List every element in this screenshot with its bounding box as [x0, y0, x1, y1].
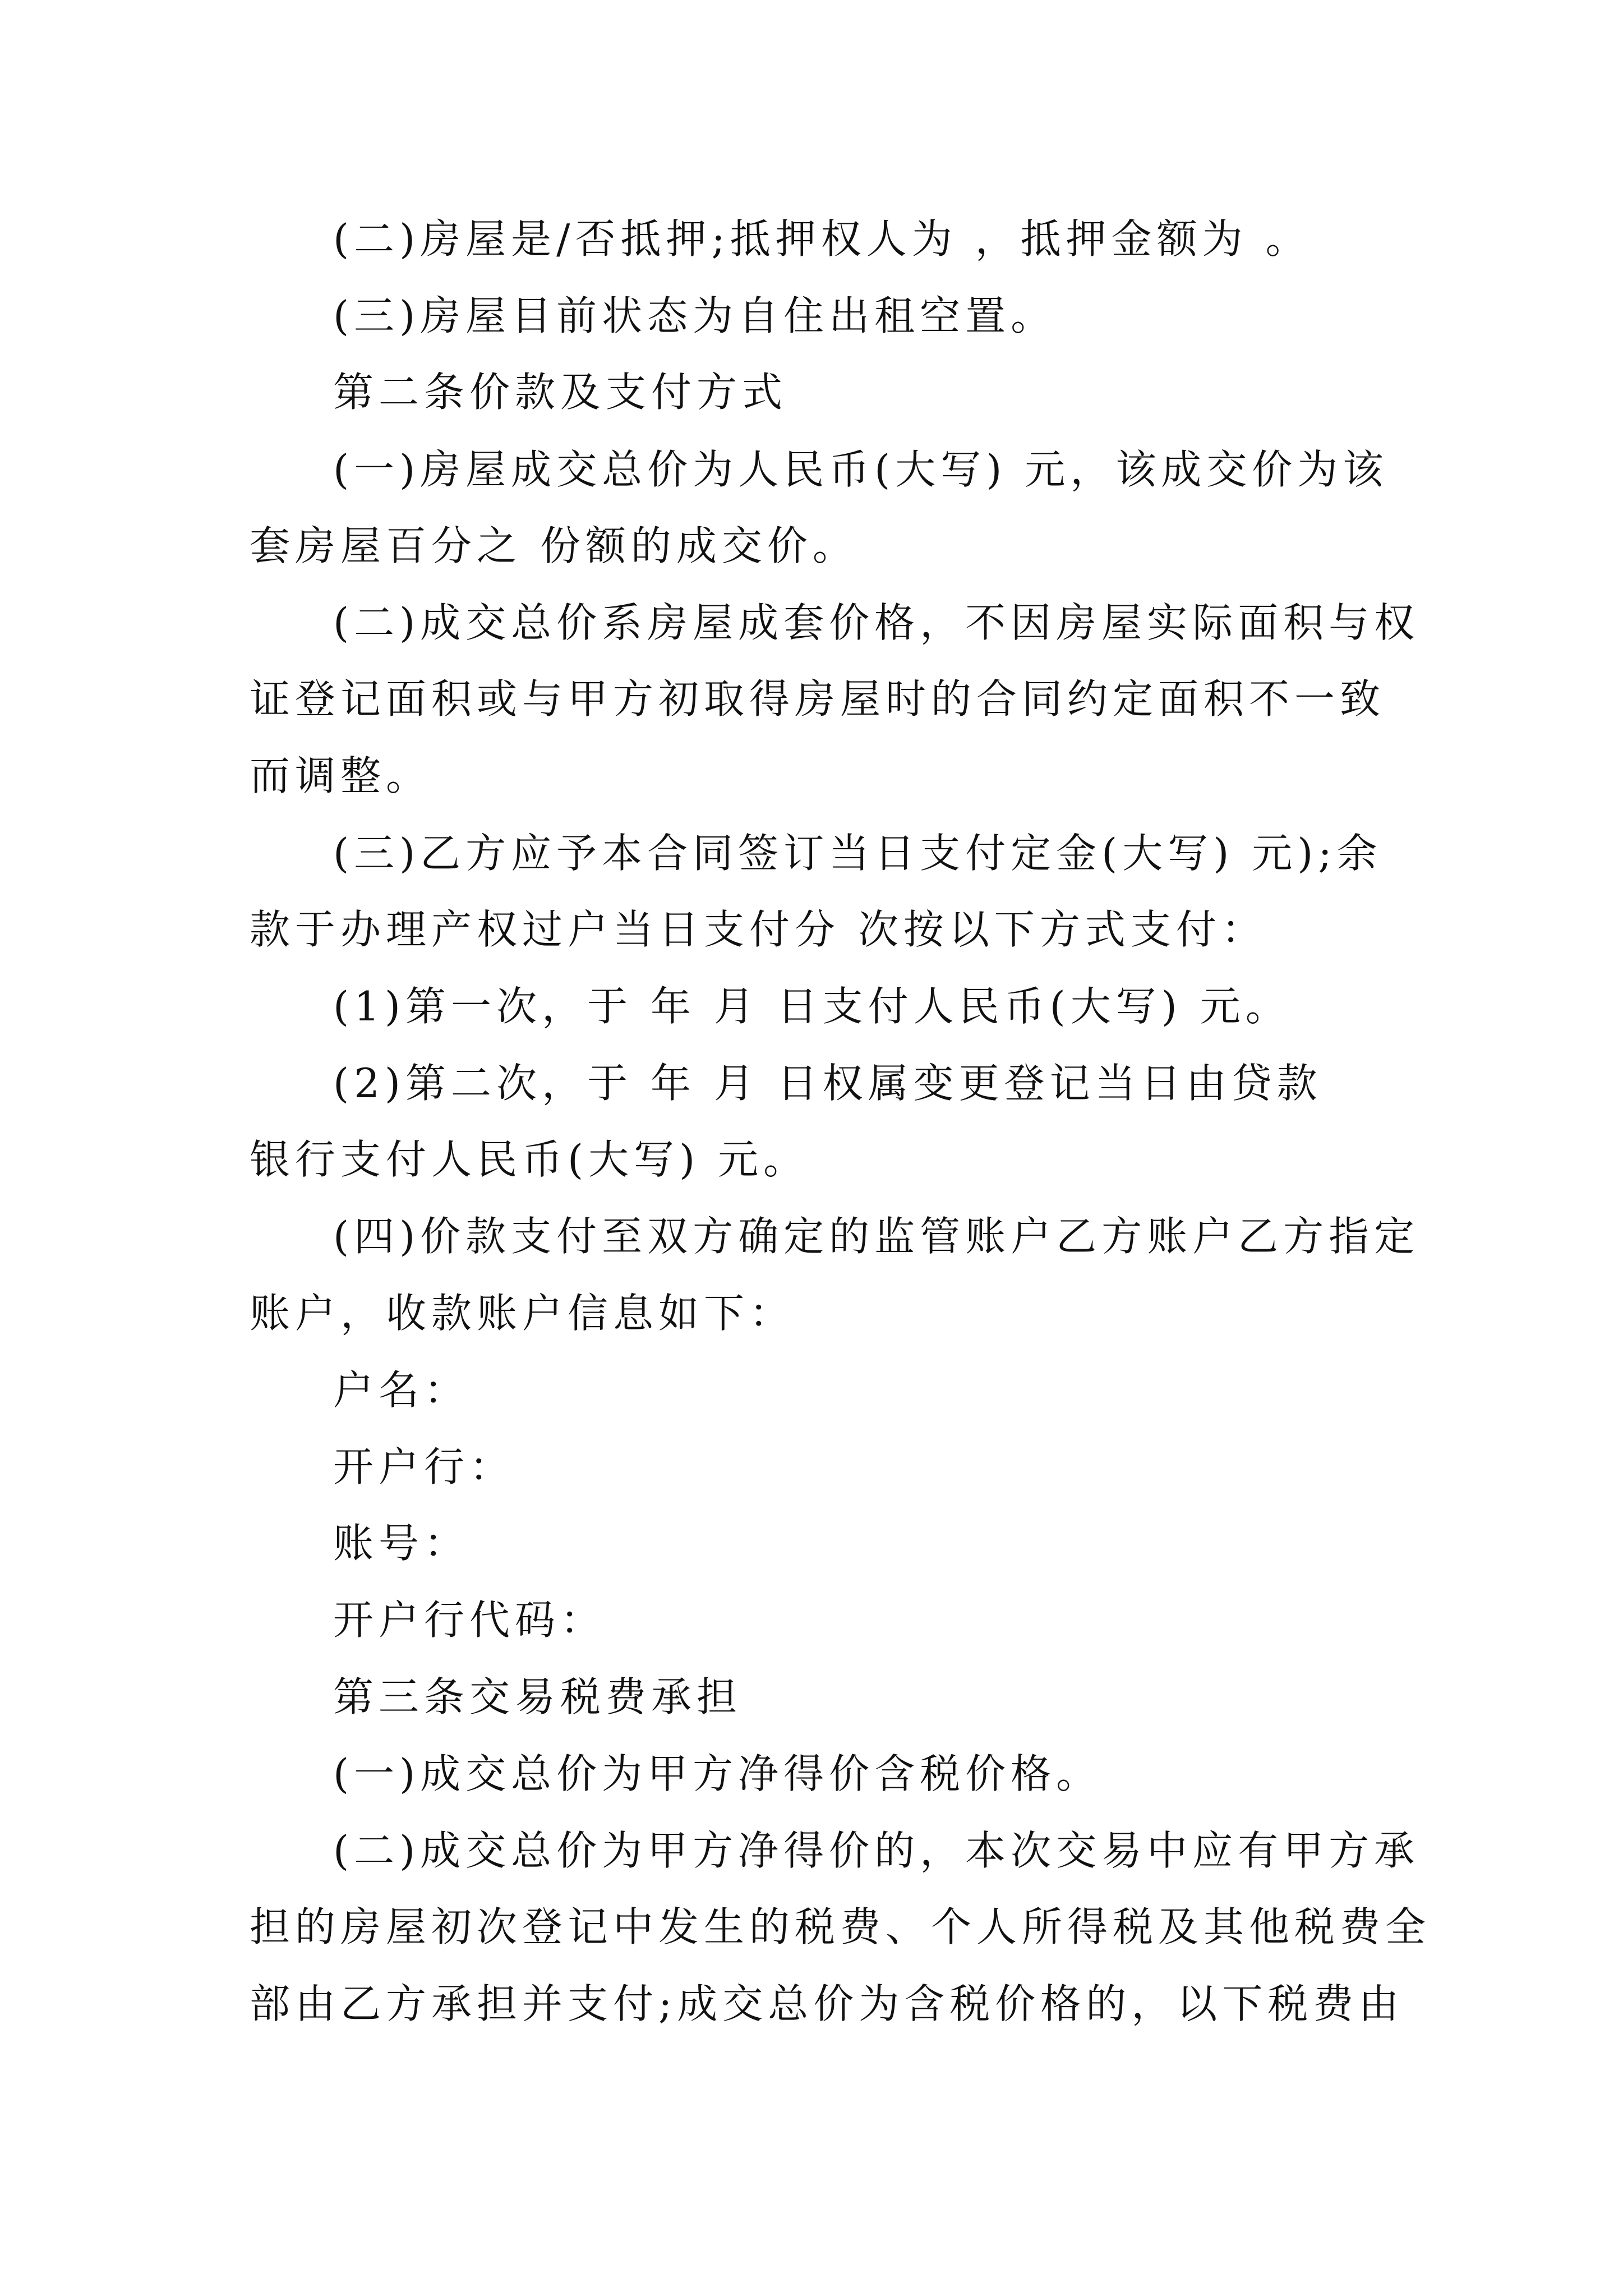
section-heading: 第二条价款及支付方式 [333, 369, 788, 416]
text-line: 账户，收款账户信息如下： [250, 1290, 795, 1337]
text-line: (一)房屋成交总价为人民币(大写) 元，该成交价为该 [333, 446, 1389, 493]
text-line: (二)成交总价为甲方净得价的，本次交易中应有甲方承 [333, 1827, 1420, 1874]
text-line: (一)成交总价为甲方净得价含税价格。 [333, 1750, 1102, 1797]
text-line: 证登记面积或与甲方初取得房屋时的合同约定面积不一致 [250, 675, 1386, 723]
text-line: (四)价款支付至双方确定的监管账户乙方账户乙方指定 [333, 1213, 1420, 1260]
text-line: 款于办理产权过户当日支付分 次按以下方式支付： [250, 906, 1267, 953]
text-line: 户名： [333, 1366, 470, 1414]
text-line: 套房屋百分之 份额的成交价。 [250, 522, 858, 569]
text-line: 开户行代码： [333, 1596, 606, 1644]
text-line: 账号： [333, 1520, 470, 1567]
text-line: (三)房屋目前状态为自住出租空置。 [333, 292, 1057, 339]
text-line: 部由乙方承担并支付;成交总价为含税价格的，以下税费由 [250, 1980, 1404, 2027]
text-line: (三)乙方应予本合同签订当日支付定金(大写) 元);余 [333, 830, 1382, 877]
text-line: (二)成交总价系房屋成套价格，不因房屋实际面积与权 [333, 599, 1420, 646]
text-line: 担的房屋初次登记中发生的税费、个人所得税及其他税费全 [250, 1903, 1431, 1950]
section-heading: 第三条交易税费承担 [333, 1673, 743, 1720]
text-line: (二)房屋是/否抵押;抵押权人为 ，抵押金额为 。 [333, 215, 1311, 263]
text-line: 而调整。 [250, 752, 432, 799]
text-line: (1)第一次，于 年 月 日支付人民币(大写) 元。 [333, 983, 1291, 1030]
text-line: (2)第二次，于 年 月 日权属变更登记当日由贷款 [333, 1060, 1322, 1107]
text-line: 银行支付人民币(大写) 元。 [250, 1136, 809, 1183]
text-line: 开户行： [333, 1443, 515, 1490]
